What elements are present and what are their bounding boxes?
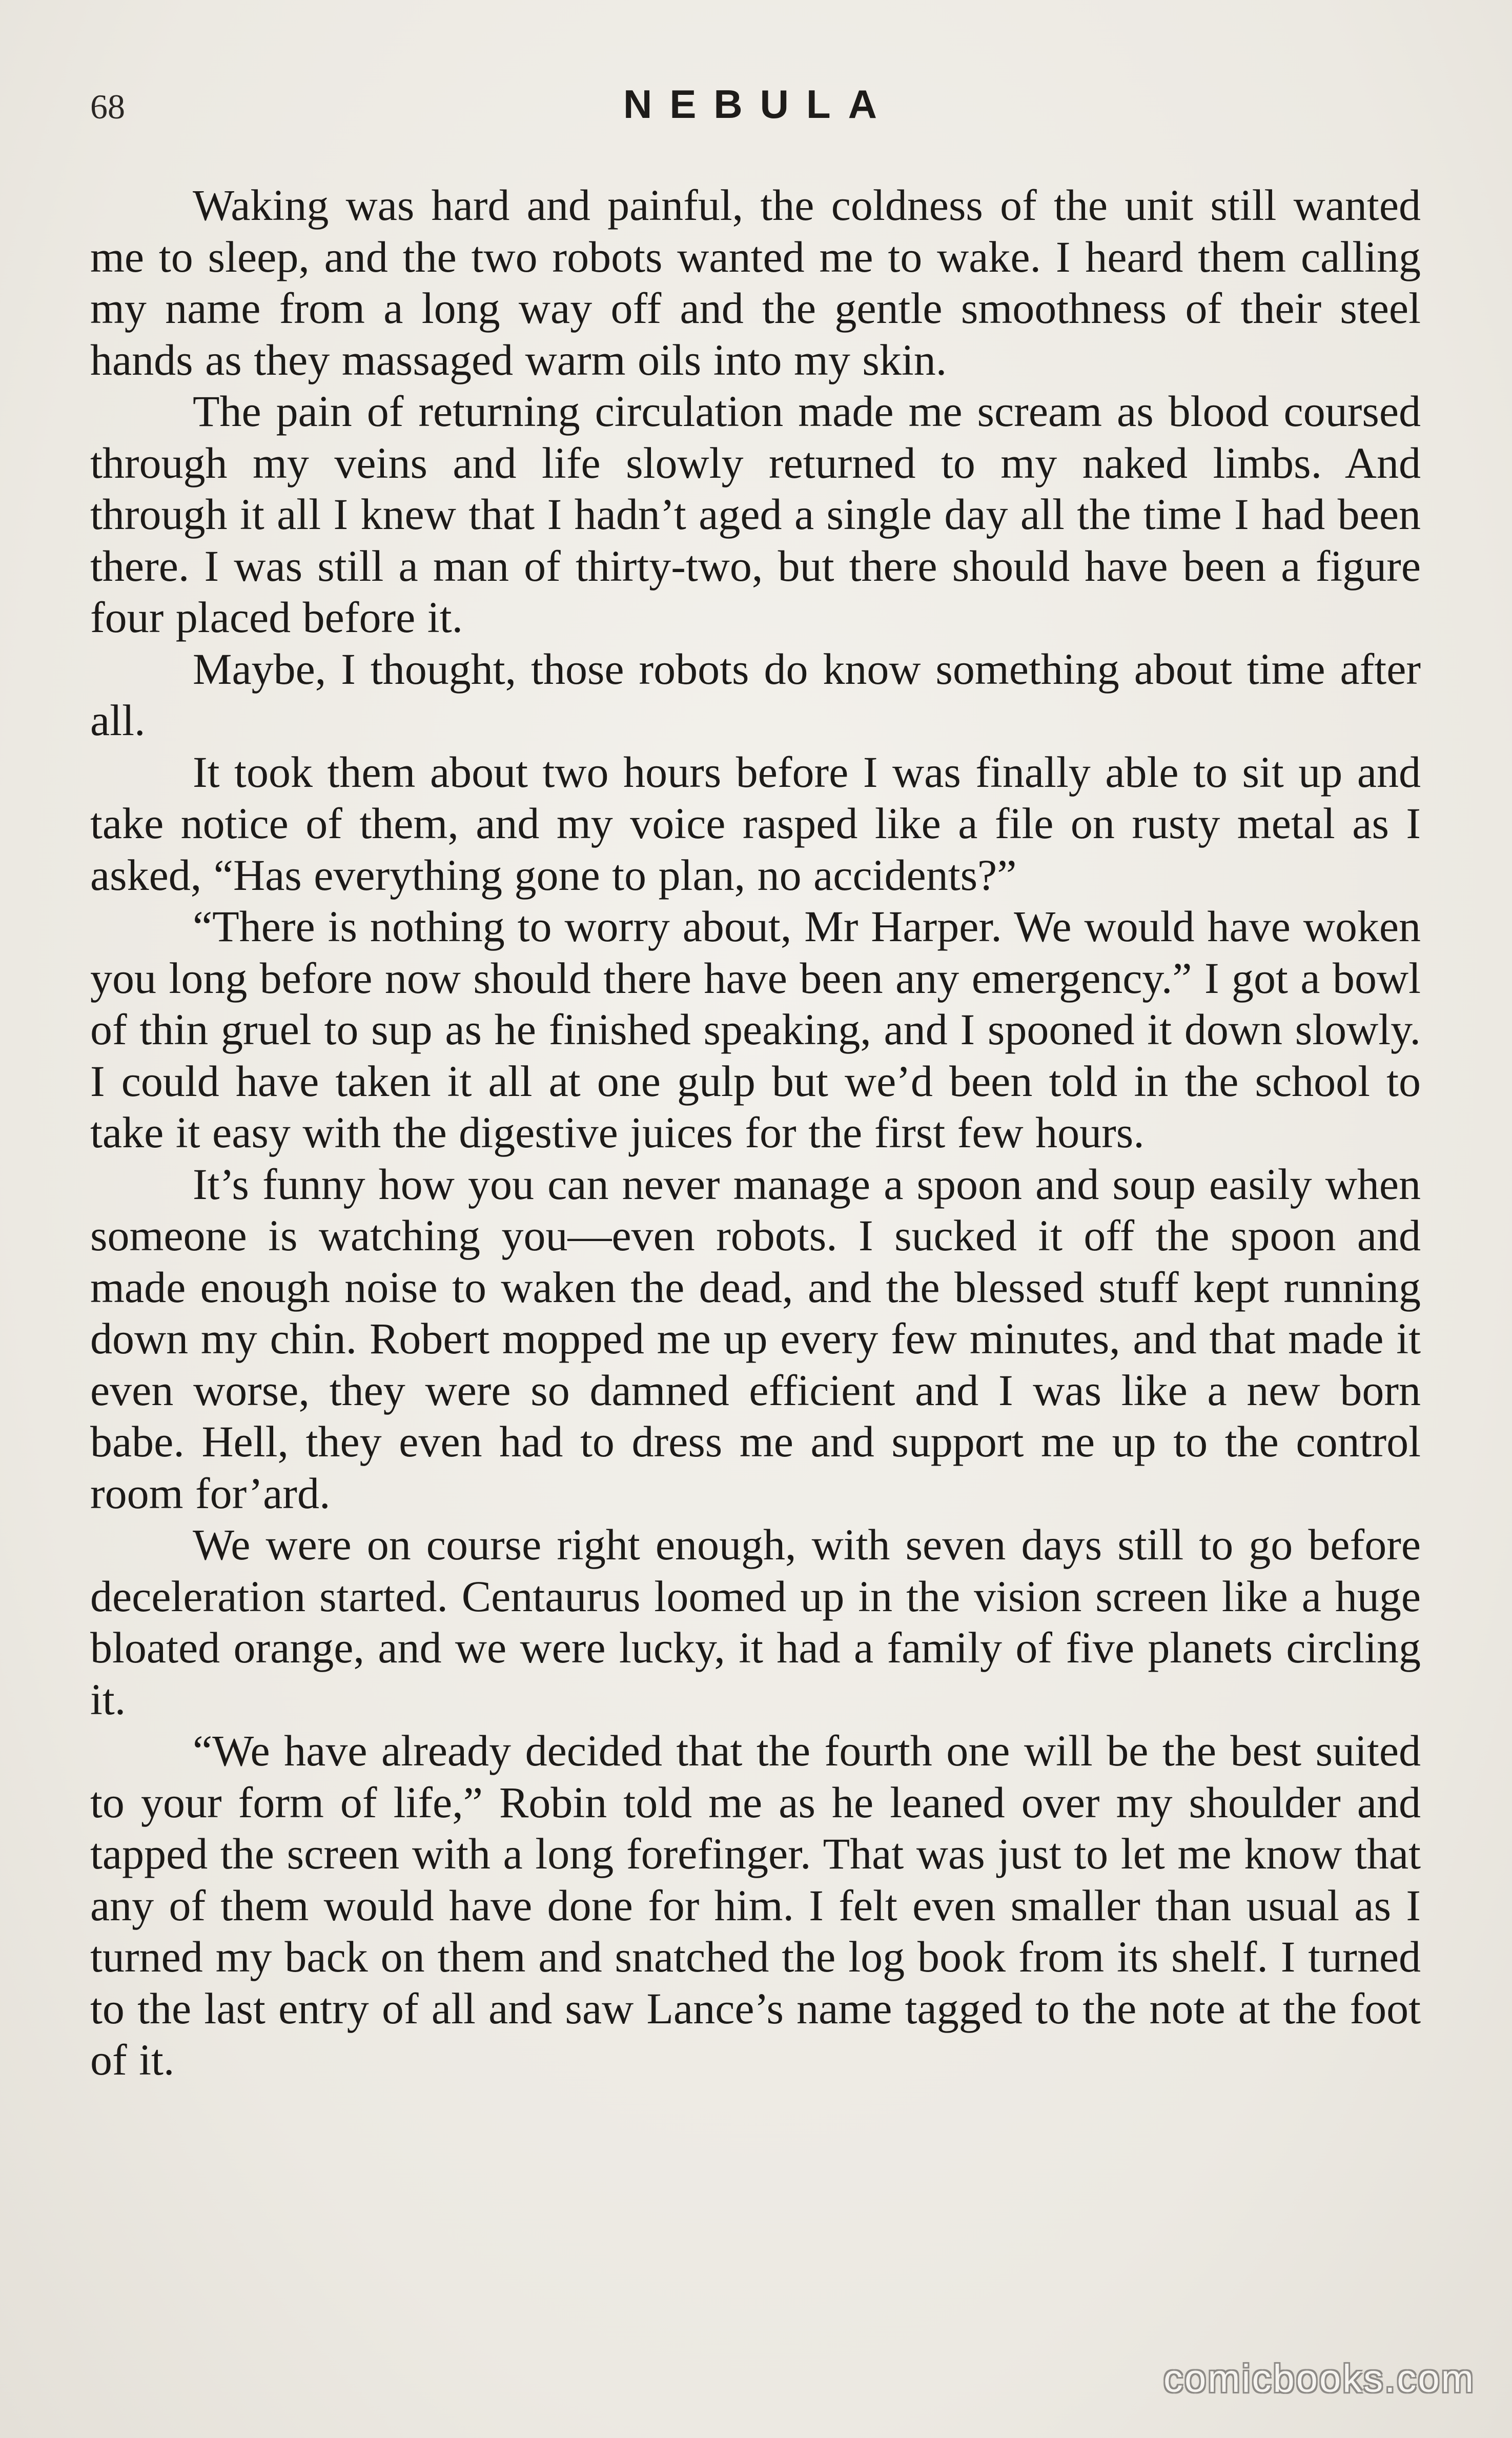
paragraph: It’s funny how you can never manage a spoon and soup easily when someone is watching you—even robots. I sucked it off the spoon and made enough noise to waken the dead, and the blessed stuff kept running down my chin. Robert mopped me up every few minutes, and that made it even worse, they were so damned efficient and I was like a new born babe. Hell, they even had to dress me and support me up to the control room for’ard. — [90, 1159, 1421, 1518]
paragraph: We were on course right enough, with seven days still to go before deceleration started. Centaurus loomed up in the vision screen like a huge bloated orange, and we were lucky, it had a family of five planets circling it. — [90, 1520, 1421, 1724]
watermark: comicbooks.com — [1163, 2357, 1475, 2401]
running-title: NEBULA — [623, 82, 894, 127]
page-header — [90, 77, 1423, 133]
paragraph: Waking was hard and painful, the coldness of the unit still wanted me to sleep, and the two robots wanted me to wake. I heard them calling my name from a long way off and the gentle smoothness of their steel hands as they massaged warm oils into my skin. — [90, 180, 1421, 384]
paragraph: It took them about two hours before I was finally able to sit up and take notice of them, and my voice rasped like a file on rusty metal as I asked, “Has everything gone to plan, no accidents?” — [90, 747, 1421, 900]
page-number: 68 — [90, 87, 125, 126]
body-text — [90, 179, 1421, 2086]
paragraph: “There is nothing to worry about, Mr Harper. We would have woken you long before now should there have been any emergency.” I got a bowl of thin gruel to sup as he finished speaking, and I spooned it down slowly. I could have taken it all at one gulp but we’d been told in the school to take it easy with the digestive juices for the first few hours. — [90, 902, 1421, 1157]
paragraph: “We have already decided that the fourth one will be the best suited to your form of life,” Robin told me as he leaned over my shoulder and tapped the screen with a long forefinger. That was just to let me know that any of them would have done for him. I felt even smaller than usual as I turned my back on them and snatched the log book from its shelf. I turned to the last entry of all and saw Lance’s name tagged to the note at the foot of it. — [90, 1726, 1421, 2084]
paragraph: The pain of returning circulation made me scream as blood coursed through my veins and life slowly returned to my naked limbs. And through it all I knew that I hadn’t aged a single day all the time I had been there. I was still a man of thirty-two, but there should have been a figure four placed before it. — [90, 387, 1421, 642]
paragraph: Maybe, I thought, those robots do know something about time after all. — [90, 644, 1421, 745]
